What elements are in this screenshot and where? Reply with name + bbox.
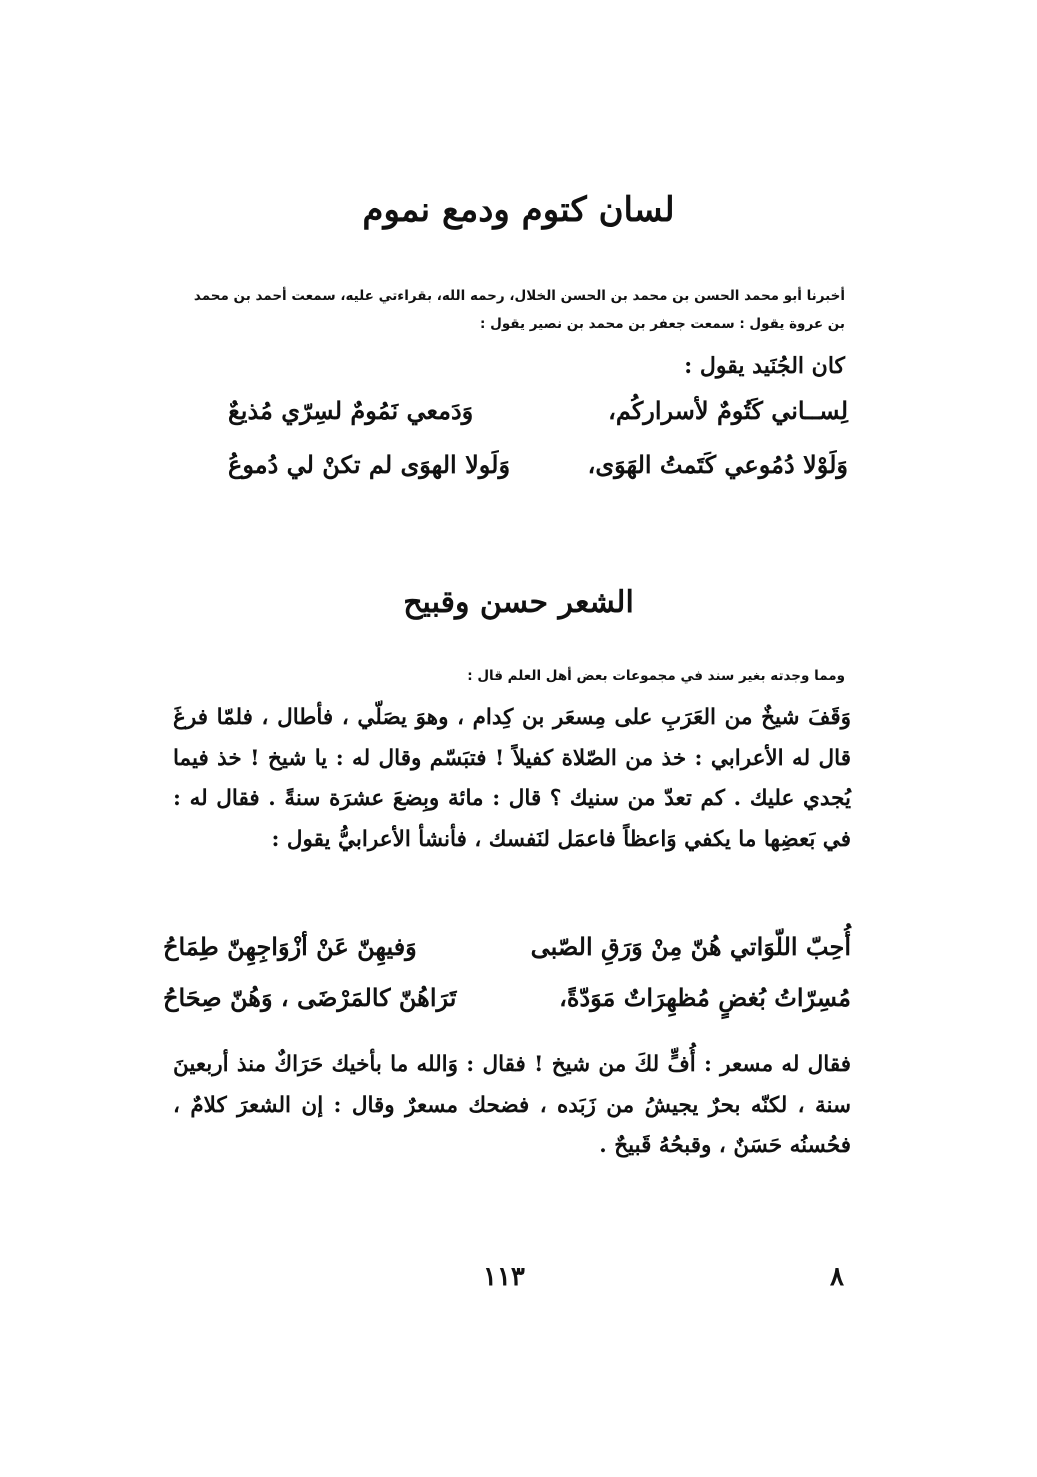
section-title: الشعر حسن وقبيح xyxy=(403,585,634,620)
verse-second-hemistich: وَفيهِنّ عَنْ أزْوَاجِهِنّ طِمَاحُ xyxy=(163,932,417,961)
verse-first-hemistich: لِســاني كَتُومٌ لأسراركُم، xyxy=(608,396,848,425)
verse-second-hemistich: وَدَمعي نَمُومٌ لسِرّي مُذيعٌ xyxy=(228,396,474,425)
verse-first-hemistich: وَلَوْلا دُمُوعي كَتَمتُ الهَوَى، xyxy=(587,450,848,479)
prose-paragraph: وَقَفَ شيخٌ من العَرَبِ على مِسعَر بن كِدام ، وهوَ يصَلّي ، فأطال ، فلمّا فرغَ قال له الأعرابي : خذ من الصّلاة كفيلاً ! فتبَسّم وقال له : يا شيخ ! خذ فيما يُجدي عليك . كم تعدّ من سنيك ؟ قال : مائة وبِضعَ عشرَة سنةً . فقال له : في بَعضِها ما يكفي وَاعظاً فاعمَل لنَفسك ، فأنشأ الأعرابيُّ يقول : xyxy=(173,705,851,852)
signature-mark: ٨ xyxy=(830,1262,844,1292)
prose-paragraph: فقال له مسعر : أُفٍّ لكَ من شيخ ! فقال : وَالله ما بأخيك حَرَاكٌ منذ أربعينَ سنة ، لكنّه بحرٌ يجيشُ من زَبَده ، فضحك مسعرٌ وقال : إن الشعرَ كلامٌ ، فحُسنُه حَسَنٌ ، وقبحُهُ قَبيحٌ . xyxy=(173,1052,851,1158)
verse-second-hemistich: وَلَولا الهوَى لم تكنْ لي دُموعُ xyxy=(228,450,511,479)
source-note: ومما وجدته بغير سند في مجموعات بعض أهل العلم قال : xyxy=(467,668,845,684)
verse-intro: كان الجُنَيد يقول : xyxy=(684,353,845,379)
isnad-chain: أخبرنا أبو محمد الحسن بن محمد بن الحسن الخلال، رحمه الله، بقراءتي عليه، سمعت أحمد بن محمد بن عروة يقول : سمعت جعفر بن محمد بن نصير يقول : xyxy=(193,288,845,332)
section-title: لسان كتوم ودمع نموم xyxy=(362,190,675,230)
verse-first-hemistich: مُسِرّاتُ بُغضٍ مُظهِرَاتٌ مَوَدّةً، xyxy=(559,983,851,1012)
verse-line xyxy=(163,932,851,978)
verse-line xyxy=(163,983,851,1029)
verse-second-hemistich: تَرَاهُنّ كالمَرْضَى ، وَهُنّ صِحَاحُ xyxy=(163,983,457,1012)
verse-line xyxy=(228,396,848,442)
page-number: ١١٣ xyxy=(483,1262,525,1292)
verse-line xyxy=(228,450,848,496)
verse-first-hemistich: أُحِبّ اللّوَاتي هُنّ مِنْ وَرَقِ الصّبى xyxy=(530,932,851,961)
